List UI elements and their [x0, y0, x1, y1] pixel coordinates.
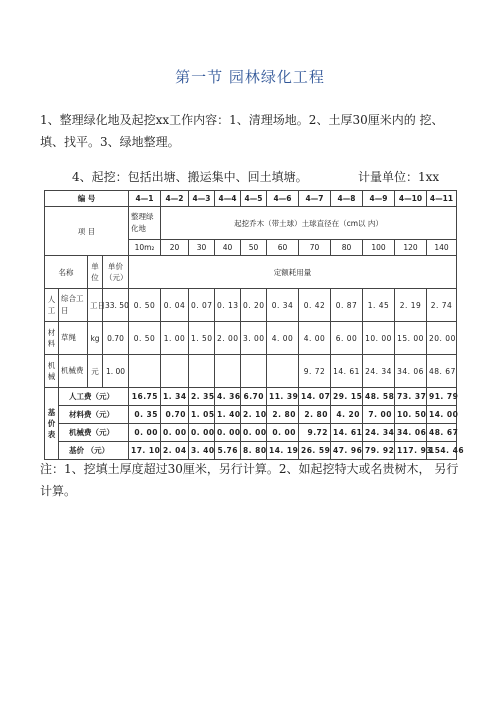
- base-price-label: 基价表: [45, 388, 59, 460]
- quota-value: 0. 13: [215, 289, 241, 322]
- quota-value: 1. 50: [189, 322, 215, 355]
- base-price-value: 16.75: [129, 388, 161, 406]
- resource-row: [45, 289, 457, 322]
- base-price-value: 0. 00: [129, 424, 161, 442]
- category-label: 机械: [45, 355, 59, 388]
- size-cell: 120: [395, 240, 427, 256]
- quota-value: 4. 00: [267, 322, 299, 355]
- size-cell: 80: [331, 240, 363, 256]
- base-price-value: 73. 37: [395, 388, 427, 406]
- col-unit: 单位: [88, 256, 103, 289]
- base-price-row: [45, 442, 457, 460]
- base-price-value: 0. 00: [241, 424, 267, 442]
- excavation-paragraph: [72, 166, 452, 188]
- base-price-value: 0. 00: [189, 424, 215, 442]
- size-cell: 40: [215, 240, 241, 256]
- size-cell: 20: [161, 240, 189, 256]
- base-price-value: 14. 61: [331, 424, 363, 442]
- quota-value: 0. 50: [129, 322, 161, 355]
- quota-value: [189, 355, 215, 388]
- resource-name: 草绳: [59, 322, 88, 355]
- size-cell: 60: [267, 240, 299, 256]
- base-price-value: 4. 20: [331, 406, 363, 424]
- code-cell: 4—6: [267, 191, 299, 207]
- base-price-value: 10. 50: [395, 406, 427, 424]
- code-cell: 4—7: [299, 191, 331, 207]
- quota-value: [215, 355, 241, 388]
- base-price-value: 79. 92: [363, 442, 395, 460]
- quota-value: 20. 00: [427, 322, 457, 355]
- base-price-value: 34. 06: [395, 424, 427, 442]
- work-content-paragraph: 1、整理绿化地及起挖xx工作内容：1、清理场地。2、土厚30厘米内的 挖、填、找平。3、绿地整理。: [40, 113, 444, 149]
- resource-price: 0.70: [103, 322, 129, 355]
- base-price-item: 基价 （元）: [59, 442, 129, 460]
- excavation-text: 4、起挖：包括出塘、搬运集中、回土填塘。: [72, 170, 308, 184]
- base-price-value: 14. 19: [267, 442, 299, 460]
- base-price-item: 材料费（元）: [59, 406, 129, 424]
- base-price-value: 2. 04: [161, 442, 189, 460]
- quota-value: 0. 34: [267, 289, 299, 322]
- base-price-value: 48. 58: [363, 388, 395, 406]
- resource-name: 综合工日: [59, 289, 88, 322]
- quota-value: [129, 355, 161, 388]
- code-row: [45, 191, 457, 207]
- base-price-value: 117. 93: [395, 442, 427, 460]
- resource-unit: 工日: [88, 289, 103, 322]
- resource-unit: 元: [88, 355, 103, 388]
- code-cell: 4—11: [427, 191, 457, 207]
- quota-header-row: [45, 256, 457, 289]
- quota-value: 0. 20: [241, 289, 267, 322]
- resource-price: 1. 00: [103, 355, 129, 388]
- footnote: 注：1、挖填土厚度超过30厘米，另行计算。2、如起挖特大或名贵树木， 另行计算。: [40, 462, 459, 498]
- resource-name: 机械费: [59, 355, 88, 388]
- resource-row: [45, 322, 457, 355]
- size-cell: 140: [427, 240, 457, 256]
- base-price-item: 人工费（元）: [59, 388, 129, 406]
- quota-value: 0. 50: [129, 289, 161, 322]
- quota-value: 1. 45: [363, 289, 395, 322]
- base-price-value: 2. 80: [267, 406, 299, 424]
- page-title: 第一节 园林绿化工程: [175, 68, 325, 86]
- code-cell: 4—9: [363, 191, 395, 207]
- base-price-value: 9.72: [299, 424, 331, 442]
- base-price-value: 91. 79: [427, 388, 457, 406]
- base-price-value: 0. 35: [129, 406, 161, 424]
- base-price-value: 24. 34: [363, 424, 395, 442]
- base-price-value: 8. 80: [241, 442, 267, 460]
- quota-value: [267, 355, 299, 388]
- base-price-value: 3. 40: [189, 442, 215, 460]
- resource-unit: kg: [88, 322, 103, 355]
- base-price-value: 0. 00: [267, 424, 299, 442]
- code-cell: 4—3: [189, 191, 215, 207]
- base-price-value: 29. 15: [331, 388, 363, 406]
- base-price-value: 1. 05: [189, 406, 215, 424]
- base-price-value: 17. 10: [129, 442, 161, 460]
- code-cell: 4—2: [161, 191, 189, 207]
- group-title: 起挖乔木（带土球）土球直径在（cm以 内）: [161, 207, 457, 240]
- quota-value: [241, 355, 267, 388]
- col-price: 单价（元）: [103, 256, 129, 289]
- quota-value: 6. 00: [331, 322, 363, 355]
- item-row: [45, 207, 457, 240]
- quota-value: 34. 06: [395, 355, 427, 388]
- base-price-row: [45, 424, 457, 442]
- category-label: 材料: [45, 322, 59, 355]
- size-cell: 10m₂: [129, 240, 161, 256]
- quota-value: 9. 72: [299, 355, 331, 388]
- base-price-value: 154. 46: [427, 442, 457, 460]
- quota-value: 3. 00: [241, 322, 267, 355]
- size-cell: 30: [189, 240, 215, 256]
- quota-value: 24. 34: [363, 355, 395, 388]
- quota-value: 0. 42: [299, 289, 331, 322]
- code-cell: 4—10: [395, 191, 427, 207]
- quota-title: 定额耗用量: [129, 256, 457, 289]
- quota-value: 10. 00: [363, 322, 395, 355]
- quota-value: 1. 00: [161, 322, 189, 355]
- base-price-value: 2. 35: [189, 388, 215, 406]
- base-price-value: 48. 67: [427, 424, 457, 442]
- base-price-value: 14. 07: [299, 388, 331, 406]
- quota-value: 4. 00: [299, 322, 331, 355]
- quota-value: 0. 87: [331, 289, 363, 322]
- base-price-value: 14. 00: [427, 406, 457, 424]
- base-price-value: 1. 34: [161, 388, 189, 406]
- code-cell: 4—5: [241, 191, 267, 207]
- base-price-value: 1. 40: [215, 406, 241, 424]
- base-price-value: 5.76: [215, 442, 241, 460]
- base-price-value: 47. 96: [331, 442, 363, 460]
- base-price-value: 0. 00: [161, 424, 189, 442]
- base-price-value: 26. 59: [299, 442, 331, 460]
- quota-value: 2. 00: [215, 322, 241, 355]
- code-cell: 4—8: [331, 191, 363, 207]
- header-bianhao: 编 号: [45, 191, 129, 207]
- quota-value: 2. 19: [395, 289, 427, 322]
- size-cell: 70: [299, 240, 331, 256]
- col-name: 名称: [45, 256, 88, 289]
- quota-table: [44, 190, 465, 460]
- base-price-value: 0.70: [161, 406, 189, 424]
- base-price-value: 2. 10: [241, 406, 267, 424]
- size-cell: 100: [363, 240, 395, 256]
- unit-label: 计量单位：1xx: [358, 170, 440, 184]
- quota-value: 15. 00: [395, 322, 427, 355]
- quota-value: [161, 355, 189, 388]
- quota-value: 48. 67: [427, 355, 457, 388]
- base-price-value: 6.70: [241, 388, 267, 406]
- base-price-value: 11. 39: [267, 388, 299, 406]
- size-cell: 50: [241, 240, 267, 256]
- resource-row: [45, 355, 457, 388]
- base-price-value: 4. 36: [215, 388, 241, 406]
- base-price-row: [45, 388, 457, 406]
- category-label: 人工: [45, 289, 59, 322]
- base-price-value: 0. 00: [215, 424, 241, 442]
- quota-value: 0. 07: [189, 289, 215, 322]
- quota-value: 0. 04: [161, 289, 189, 322]
- header-xiangmu: 项 目: [45, 207, 129, 256]
- code-cell: 4—4: [215, 191, 241, 207]
- base-price-value: 7. 00: [363, 406, 395, 424]
- code-cell: 4—1: [129, 191, 161, 207]
- base-price-value: 2. 80: [299, 406, 331, 424]
- resource-price: 33. 50: [103, 289, 129, 322]
- first-item-label: 整理绿化地: [129, 207, 161, 240]
- quota-value: 14. 61: [331, 355, 363, 388]
- base-price-item: 机械费（元）: [59, 424, 129, 442]
- base-price-row: [45, 406, 457, 424]
- quota-value: 2. 74: [427, 289, 457, 322]
